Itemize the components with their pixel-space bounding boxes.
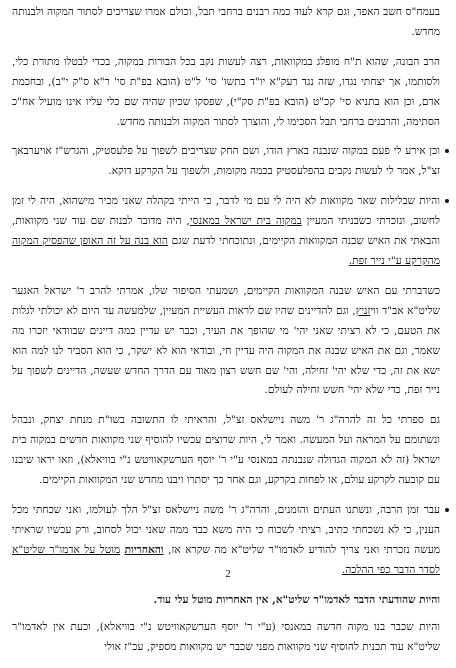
paragraph-p9	[12, 618, 440, 658]
text-segment: והיות שבלילות שאר מקוואות לא היה לי עם מי לדבר, כי הייתי בקהלה שאני מכיר מישהוא, היה לי זמן לחשוב, ונזכרתי כשבניתי המעיין	[12, 195, 440, 228]
text-segment: מוטל על אדמו"ר שליט"א לסדר הדבר כפי ההלכה.	[12, 543, 440, 576]
text-segment: , היה מדובר לבנות שם עוד שני מקוואות, והבאתי את האיש שבנה המקוואות הקיימים, ונתוכחתי לדעת שגם	[12, 215, 440, 248]
text-segment: זניץ	[355, 304, 371, 317]
text-segment: הוא בנה על זה האופן שהפסיק המקוה מהקרקע ע"י נייר זפת.	[12, 235, 440, 267]
text-segment: גם ספרתי כל זה להרה"ג ר' משה ניישלאס זצ"ל, והראיתי לו התשובה בשו"ת מנחת יצחק, ונבהל ונשתומם על המראה ועל המעשה. ואמר לי, היות שרוצים עכשיו להוסיף שני מקוואות חדשים במקוה בית ישראל (זה לא המקוה הגדולה שנבנתה במאנסי ע"י ר' יוסף הערשקאוויטש נ"י בוויאלא), וזאו יראו שיבנו עם קובעה לקרקע עולם, או לפחות בקרקע, וגם אחר כך יסתרו ויבנו מחדש שני המקוואות הקיימים.	[12, 414, 440, 487]
page-number: 2	[225, 568, 231, 580]
text-segment: במקוה בית ישראל במאנסי	[189, 215, 302, 228]
text-segment: הרב הבונה, שהוא ת"ח מופלג במקוואות, רצה לעשות נקב בכל הבורות במקוה, בכדי לבטלו מתורת כלי, ולסותמו, אך יצחתי נגדו, שזה נגד רעק"א יו"ד בתשו' סי' ל"ט (הובא בפ"ת סי' ר"א ס"ק י"ב), ובחכמת אדם, וכן הוא בתניא סי' קכ"ט (הובא בפ"ת סק"י), שפסקו שכיון שהיה שם כלי עליו אינו מועיל אח"כ הסתימה, והרבנים ברחבי תבל הסכימו לי, והוצרך לסתור המקוה ולבנותה מחדש.	[12, 55, 440, 128]
text-segment: כשדברתי עם האיש שבנה המקוואות הקיימים, ושמעתי הסיפור שלו, אמרתי להרב ר' ישראל האגער שליט"א אב"ד ווי	[12, 284, 440, 317]
paragraph-p2	[12, 53, 440, 133]
text-segment: וכן אירע לי פעם במקוה שנבנה בארץ הודו, ושם החק שצריכים לשפוך על פלעסטיק, והגרש"ז אויערבאך זצ"ל, אמר לי לעשות נקבים בהפלעסטיק בכמה מקומות, ולשפוך על הקרקע דוקא.	[12, 145, 440, 178]
paragraph-p5	[12, 282, 440, 401]
paragraph-p1	[12, 3, 440, 43]
text-segment: והאחריות	[124, 543, 164, 556]
text-segment: והיות שהודעתי הדבר לאדמו"ר שליט"א, אין האחריות מוטל עלי עוד.	[153, 593, 440, 606]
paragraph-p8	[12, 591, 440, 611]
paragraph-p6	[12, 411, 440, 491]
paragraph-p4	[12, 192, 440, 272]
text-segment: עבר זמן הרבה, ונשתנו העתים והזמנים, והרה"ג ר' משה ניישלאס זצ"ל הלך לעולמו, ואני שכחתי מכל הענין, כי לא נשכחתי כתיב, רציתי לשכוח כי היה משא כבד ממה שאני יכול לסחוב, ורק עכשיו שראיתי מעשה נזכרתי ואני צריך להודיע לאדמו"ר שליט"א מה שקרא אז,	[12, 503, 440, 556]
text-segment: בעמח"ס חשב האפד, וגם קרא לעוד כמה רבנים ברחבי תבל, וכולם אמרו שצריכים לסתור המקוה ולבנותה מחדש.	[12, 6, 440, 38]
text-segment: והיות שכבר בנו מקוה חדשה במאנסי (ע"י ר' יוסף הערשקאוויטש נ"י בוויאלא), וכעת אין לאדמו"ר שליט"א עוד תכנית להוסיף שני מקוואות מפני שכבר יש מקוואות מספיק, עכ"ז אולי	[12, 621, 440, 654]
text-segment: , וגם להדיינים שהיו שם לראות העשיית המעיין, שלמעשה עד היום לא יכולתי לגלות את הטעם, כי לא רציתי שאני יהי' מי שהופך את העיר, וכבר יש עדיין כמה דיינים שבוודאי יזכרו מה שאמר, וגם את האיש שבנה את המקוה היה עדיין חי, ובודאי הוא לא ישקר, כי הוא הסביר לנו למה הוא ישא את זה, כדי שלא יהי' זחילה, והי' שם חשש רצון מאוד עם הדרך החדש שעשה, הדיינים לשפוך על נייר זפת, כדי שלא יהי' חשש זחילה לעולם.	[12, 304, 440, 397]
paragraph-p3	[12, 142, 440, 182]
